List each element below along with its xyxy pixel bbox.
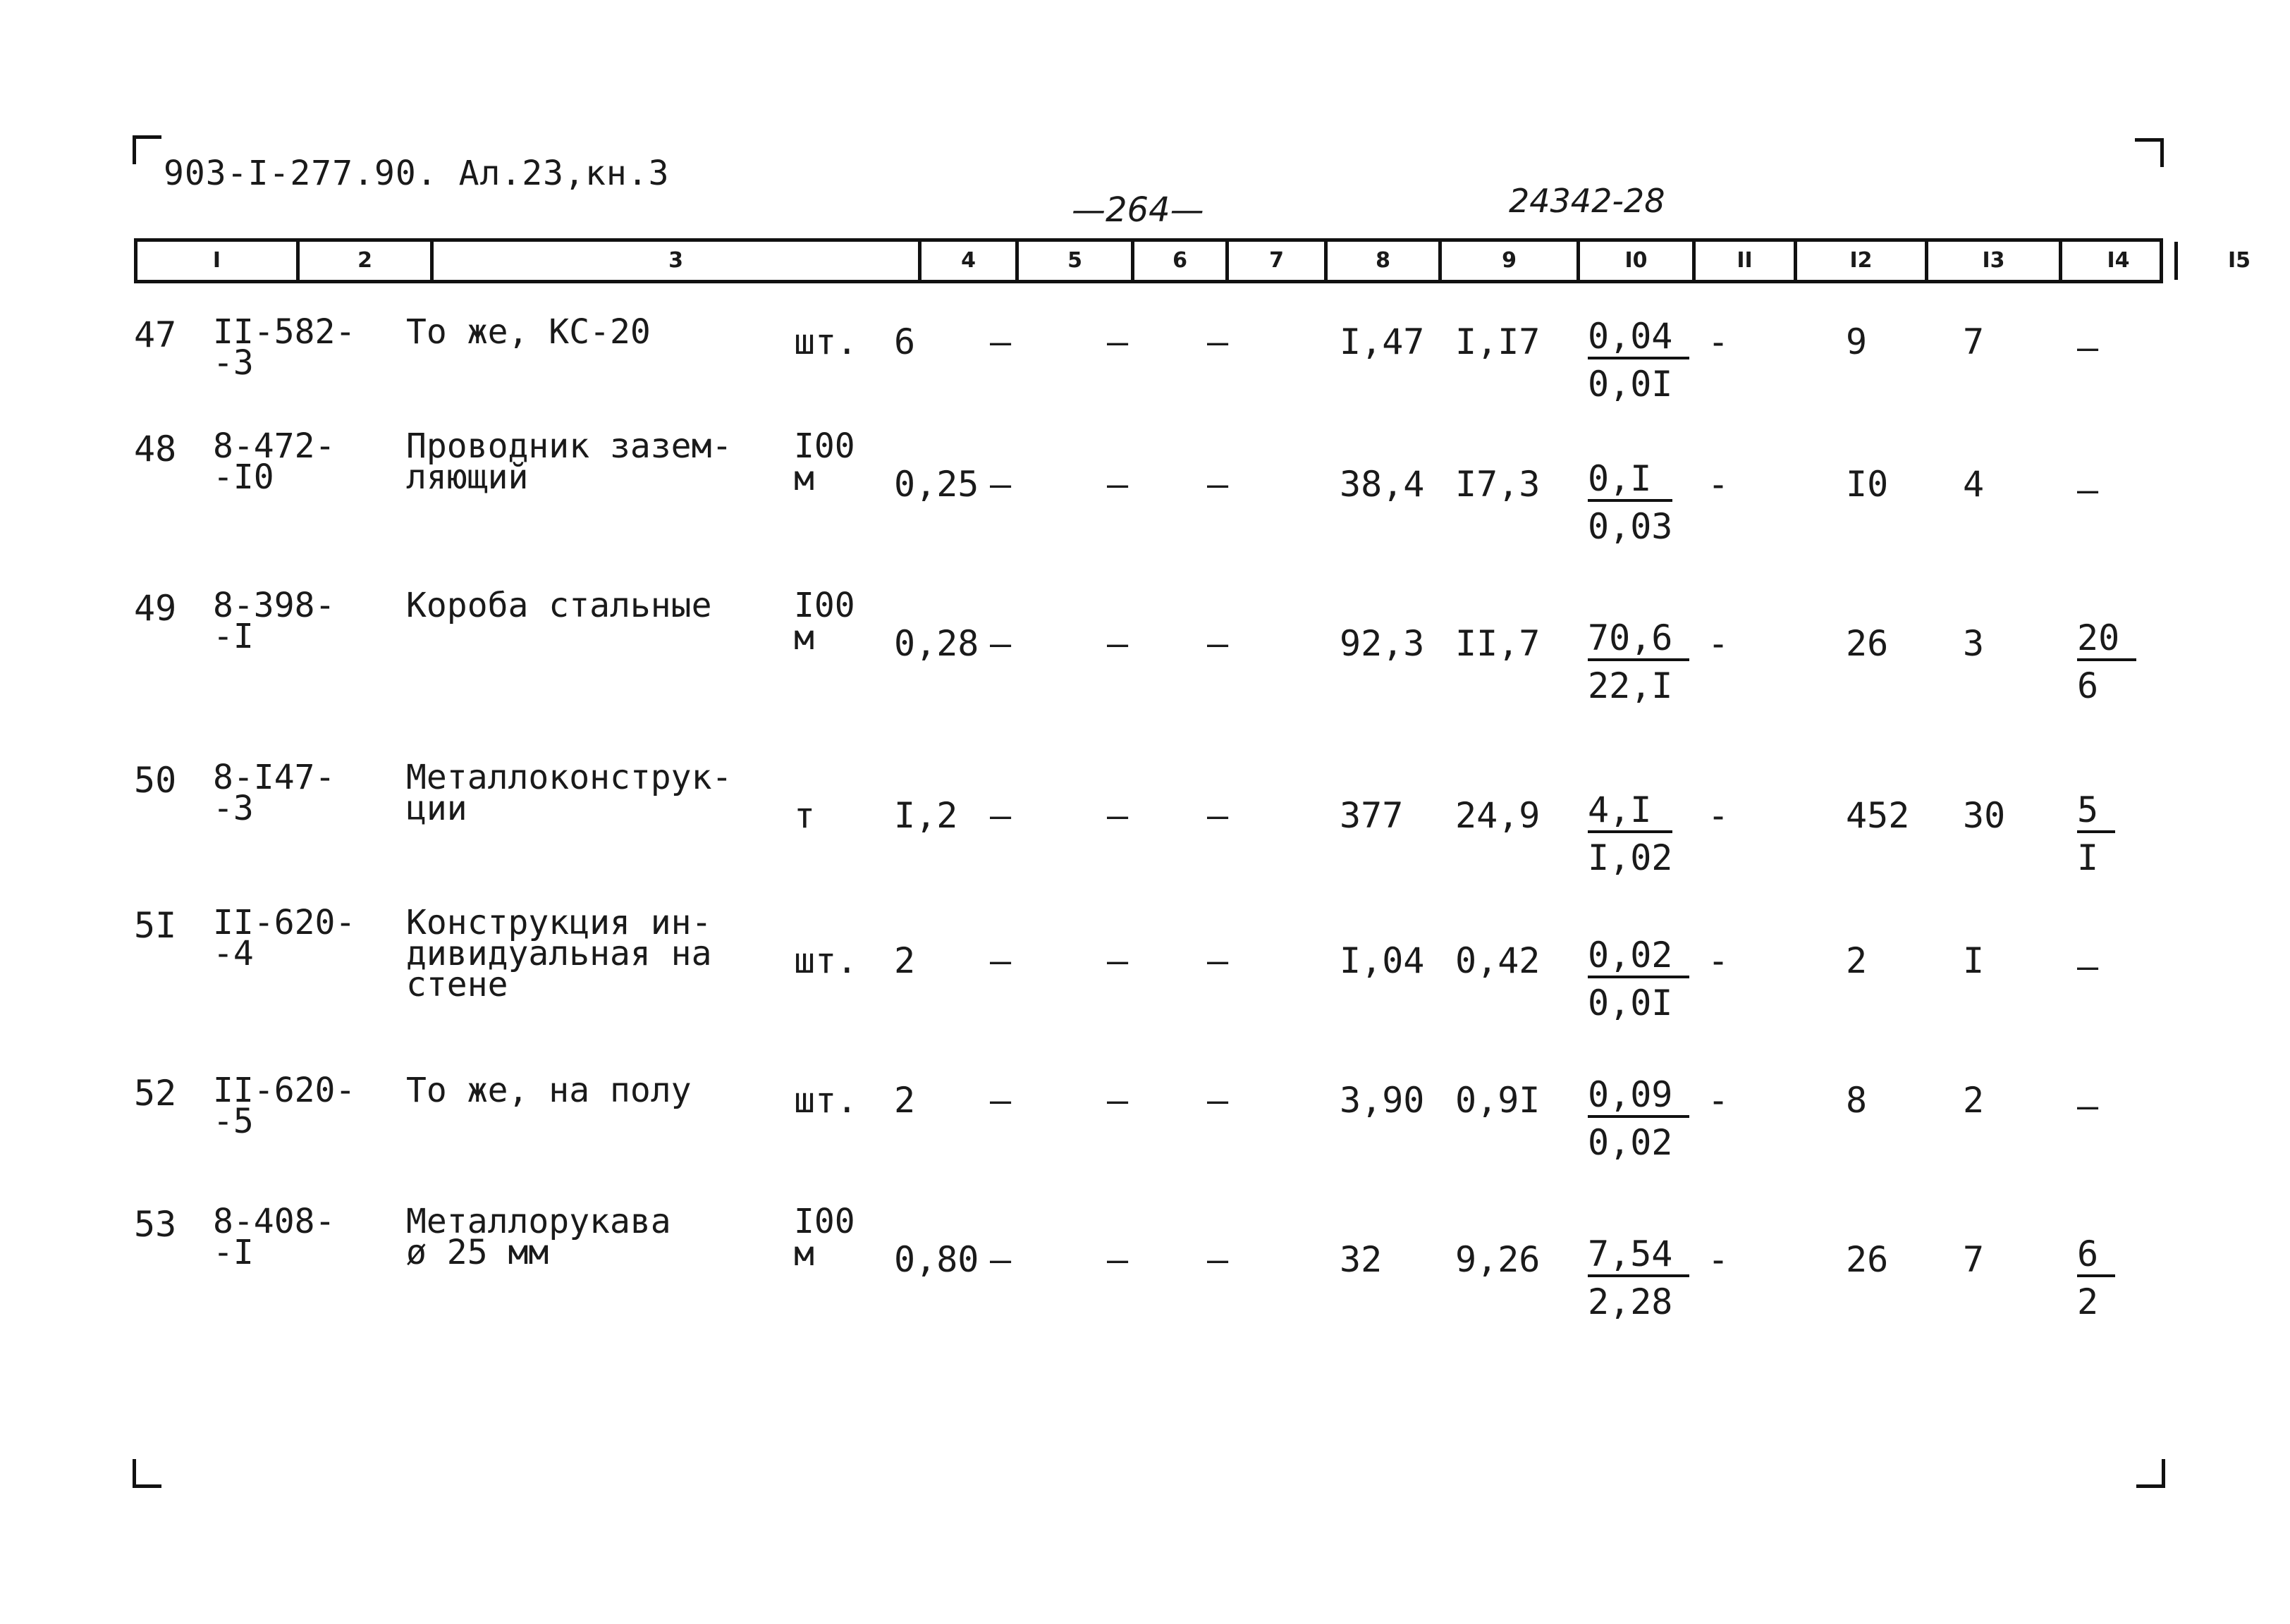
pricing-code: II-620- — [213, 1071, 356, 1110]
col-8-value: – — [1207, 321, 1229, 362]
col-11-value-numerator: 70,6 — [1588, 617, 1689, 661]
col-8-value: – — [1207, 623, 1229, 664]
pricing-code: -4 — [213, 934, 254, 973]
pricing-code: II-582- — [213, 312, 356, 352]
col-13-value: 8 — [1846, 1080, 1868, 1121]
col-11-value-denominator: 0,03 — [1588, 506, 1673, 547]
pricing-code: 8-408- — [213, 1202, 336, 1241]
col-6-value: – — [990, 1080, 1012, 1121]
col-9-value: 92,3 — [1340, 623, 1425, 664]
pricing-code: 8-I47- — [213, 758, 336, 797]
item-name: Металлорукава — [406, 1202, 671, 1241]
item-name: ø 25 мм — [406, 1233, 549, 1272]
quantity: 0,80 — [894, 1239, 979, 1280]
column-header-7: 7 — [1229, 242, 1328, 280]
unit: I00 — [794, 426, 855, 466]
quantity: 2 — [894, 940, 916, 981]
column-number-header — [134, 238, 2251, 283]
col-15-value: – — [2077, 946, 2099, 987]
item-name: ляющий — [406, 457, 529, 497]
col-12-value: - — [1708, 940, 1729, 981]
col-12-value: - — [1708, 1080, 1729, 1121]
item-name: Короба стальные — [406, 586, 712, 625]
column-header-2: 2 — [300, 242, 434, 280]
corner-mark-top-left — [133, 135, 161, 164]
pricing-code: -I0 — [213, 457, 274, 497]
col-8-value: – — [1207, 795, 1229, 836]
corner-mark-bottom-right — [2136, 1459, 2165, 1488]
col-9-value: I,47 — [1340, 321, 1425, 362]
column-header-10: I0 — [1580, 242, 1696, 280]
column-header-11: II — [1696, 242, 1797, 280]
unit: м — [794, 618, 814, 658]
col-12-value: - — [1708, 321, 1729, 362]
col-14-value: 4 — [1963, 464, 1985, 505]
col-14-value: I — [1963, 940, 1985, 981]
col-15-value — [2077, 789, 2115, 878]
unit: м — [794, 1234, 814, 1274]
pricing-code: -5 — [213, 1102, 254, 1141]
column-header-5: 5 — [1019, 242, 1134, 280]
col-12-value: - — [1708, 1239, 1729, 1280]
col-7-value: – — [1107, 1080, 1129, 1121]
col-8-value: – — [1207, 464, 1229, 505]
col-11-value — [1588, 1074, 1689, 1163]
col-13-value: 26 — [1846, 1239, 1889, 1280]
col-11-value-denominator: 2,28 — [1588, 1281, 1673, 1322]
col-11-value-denominator: 0,0I — [1588, 983, 1673, 1023]
col-11-value-numerator: 7,54 — [1588, 1234, 1689, 1277]
col-6-value: – — [990, 623, 1012, 664]
col-13-value: 2 — [1846, 940, 1868, 981]
col-10-value: II,7 — [1455, 623, 1541, 664]
col-11-value-denominator: I,02 — [1588, 837, 1673, 878]
col-9-value: 377 — [1340, 795, 1404, 836]
col-9-value: 38,4 — [1340, 464, 1425, 505]
col-13-value: 9 — [1846, 321, 1868, 362]
col-15-value: – — [2077, 1085, 2099, 1126]
col-11-value — [1588, 1234, 1689, 1322]
col-10-value: 24,9 — [1455, 795, 1541, 836]
col-15-value-numerator: 5 — [2077, 789, 2115, 833]
item-name: То же, КС-20 — [406, 312, 651, 352]
col-10-value: I7,3 — [1455, 464, 1541, 505]
col-11-value — [1588, 789, 1672, 878]
col-7-value: – — [1107, 321, 1129, 362]
row-number: 50 — [134, 760, 177, 801]
row-number: 48 — [134, 429, 177, 469]
col-12-value: - — [1708, 464, 1729, 505]
item-name: Металлоконструк- — [406, 758, 733, 797]
column-header-9: 9 — [1442, 242, 1580, 280]
row-number: 52 — [134, 1073, 177, 1114]
col-13-value: I0 — [1846, 464, 1889, 505]
col-11-value-numerator: 4,I — [1588, 789, 1672, 833]
corner-mark-top-right — [2135, 138, 2164, 167]
column-header-6: 6 — [1134, 242, 1229, 280]
col-11-value-numerator: 0,02 — [1588, 935, 1689, 978]
col-9-value: I,04 — [1340, 940, 1425, 981]
quantity: 2 — [894, 1080, 916, 1121]
column-header-1: I — [137, 242, 300, 280]
col-8-value: – — [1207, 1239, 1229, 1280]
col-8-value: – — [1207, 1080, 1229, 1121]
col-15-value-numerator: 20 — [2077, 617, 2136, 661]
col-15-value-denominator: 6 — [2077, 665, 2099, 706]
row-number: 53 — [134, 1204, 177, 1245]
column-header-8: 8 — [1328, 242, 1442, 280]
document-code: 903-I-277.90. Ал.23,кн.3 — [164, 154, 670, 193]
col-15-value-numerator: 6 — [2077, 1234, 2115, 1277]
row-number: 5I — [134, 905, 177, 946]
col-11-value-numerator: 0,I — [1588, 458, 1672, 502]
pricing-code: 8-472- — [213, 426, 336, 466]
unit: I00 — [794, 1202, 855, 1241]
row-number: 47 — [134, 314, 177, 355]
pricing-code: -I — [213, 1233, 254, 1272]
unit: м — [794, 459, 814, 498]
col-14-value: 3 — [1963, 623, 1985, 664]
col-11-value — [1588, 316, 1689, 405]
col-12-value: - — [1708, 623, 1729, 664]
col-11-value-denominator: 22,I — [1588, 665, 1673, 706]
item-name: Проводник зазем- — [406, 426, 733, 466]
col-6-value: – — [990, 940, 1012, 981]
pricing-code: -I — [213, 617, 254, 656]
column-header-3: 3 — [434, 242, 921, 280]
col-10-value: 0,42 — [1455, 940, 1541, 981]
page-number: —264— — [1072, 190, 1204, 230]
column-header-14: I4 — [2062, 242, 2178, 280]
quantity: 6 — [894, 321, 916, 362]
inventory-number: 24342-28 — [1509, 182, 1665, 220]
item-name: стене — [406, 965, 508, 1004]
col-13-value: 26 — [1846, 623, 1889, 664]
col-11-value — [1588, 935, 1689, 1023]
unit: шт. — [794, 1080, 858, 1121]
quantity: I,2 — [894, 795, 958, 836]
pricing-code: 8-398- — [213, 586, 336, 625]
col-6-value: – — [990, 321, 1012, 362]
col-12-value: - — [1708, 795, 1729, 836]
column-header-12: I2 — [1797, 242, 1928, 280]
item-name: дивидуальная на — [406, 934, 712, 973]
col-11-value-denominator: 0,02 — [1588, 1122, 1673, 1163]
col-15-value: – — [2077, 469, 2099, 510]
pricing-code: II-620- — [213, 903, 356, 942]
col-9-value: 32 — [1340, 1239, 1383, 1280]
col-6-value: – — [990, 464, 1012, 505]
col-11-value-numerator: 0,04 — [1588, 316, 1689, 359]
quantity: 0,28 — [894, 623, 979, 664]
unit: I00 — [794, 586, 855, 625]
column-header-13: I3 — [1928, 242, 2062, 280]
col-6-value: – — [990, 795, 1012, 836]
column-header-4: 4 — [921, 242, 1019, 280]
col-7-value: – — [1107, 623, 1129, 664]
pricing-code: -3 — [213, 789, 254, 828]
col-15-value — [2077, 617, 2136, 706]
corner-mark-bottom-left — [133, 1459, 161, 1488]
col-14-value: 2 — [1963, 1080, 1985, 1121]
col-11-value-numerator: 0,09 — [1588, 1074, 1689, 1118]
col-14-value: 7 — [1963, 321, 1985, 362]
col-13-value: 452 — [1846, 795, 1910, 836]
col-15-value: – — [2077, 327, 2099, 368]
unit: т — [794, 795, 816, 836]
item-name: Конструкция ин- — [406, 903, 712, 942]
unit: шт. — [794, 321, 858, 362]
col-10-value: 9,26 — [1455, 1239, 1541, 1280]
col-15-value — [2077, 1234, 2115, 1322]
column-header-15: I5 — [2227, 248, 2251, 273]
col-7-value: – — [1107, 464, 1129, 505]
col-15-value-denominator: 2 — [2077, 1281, 2099, 1322]
quantity: 0,25 — [894, 464, 979, 505]
col-10-value: 0,9I — [1455, 1080, 1541, 1121]
item-name: То же, на полу — [406, 1071, 692, 1110]
col-7-value: – — [1107, 795, 1129, 836]
col-14-value: 30 — [1963, 795, 2006, 836]
col-11-value-denominator: 0,0I — [1588, 364, 1673, 405]
unit: шт. — [794, 940, 858, 981]
col-8-value: – — [1207, 940, 1229, 981]
col-7-value: — — [1107, 940, 1129, 981]
col-7-value: – — [1107, 1239, 1129, 1280]
col-9-value: 3,90 — [1340, 1080, 1425, 1121]
col-14-value: 7 — [1963, 1239, 1985, 1280]
col-15-value-denominator: I — [2077, 837, 2099, 878]
col-6-value: – — [990, 1239, 1012, 1280]
row-number: 49 — [134, 588, 177, 629]
col-11-value — [1588, 617, 1689, 706]
col-11-value — [1588, 458, 1672, 547]
col-10-value: I,I7 — [1455, 321, 1541, 362]
pricing-code: -3 — [213, 343, 254, 383]
item-name: ции — [406, 789, 467, 828]
